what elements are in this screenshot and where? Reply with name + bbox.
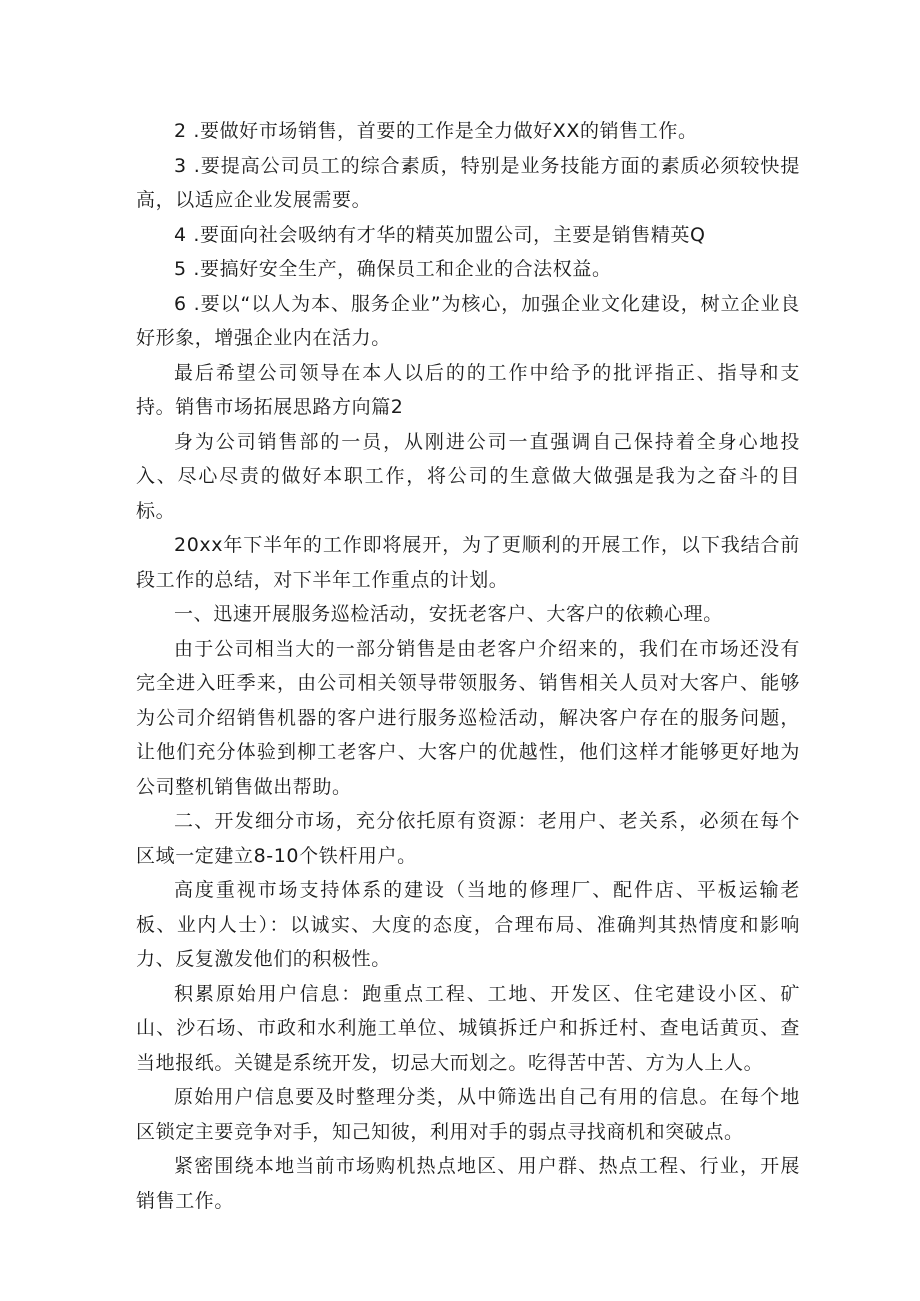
paragraph-item-6: 6 .要以“以人为本、服务企业”为核心，加强企业文化建设，树立企业良好形象，增强企业内在活力。 <box>136 292 800 349</box>
paragraph-info-sorting: 原始用户信息要及时整理分类，从中筛选出自己有用的信息。在每个地区锁定主要竞争对手，知己知彼，利用对手的弱点寻找商机和突破点。 <box>136 1086 800 1143</box>
paragraph-plan: 20xx年下半年的工作即将展开，为了更顺利的开展工作，以下我结合前段工作的总结，对下半年工作重点的计划。 <box>136 534 800 591</box>
paragraph-user-info: 积累原始用户信息：跑重点工程、工地、开发区、住宅建设小区、矿山、沙石场、市政和水利施工单位、城镇拆迁户和拆迁村、查电话黄页、查当地报纸。关键是系统开发，切忌大而划之。吃得苦中苦、方为人上人。 <box>136 982 800 1074</box>
paragraph-item-3: 3 .要提高公司员工的综合素质，特别是业务技能方面的素质必须较快提高，以适应企业发展需要。 <box>136 154 800 211</box>
paragraph-item-2: 2 .要做好市场销售，首要的工作是全力做好XX的销售工作。 <box>174 120 698 142</box>
paragraph-hotspots: 紧密围绕本地当前市场购机热点地区、用户群、热点工程、行业，开展销售工作。 <box>136 1155 800 1212</box>
paragraph-section-1-body: 由于公司相当大的一部分销售是由老客户介绍来的，我们在市场还没有完全进入旺季来，由公司相关领导带领服务、销售相关人员对大客户、能够为公司介绍销售机器的客户进行服务巡检活动，解决客户存在的服务问题，让他们充分体验到柳工老客户、大客户的优越性，他们这样才能够更好地为公司整机销售做出帮助。 <box>136 637 800 798</box>
paragraph-closing-and-heading: 最后希望公司领导在本人以后的的工作中给予的批评指正、指导和支持。销售市场拓展思路方向篇2 <box>136 361 800 418</box>
paragraph-item-4: 4 .要面向社会吸纳有才华的精英加盟公司，主要是销售精英Q <box>174 223 706 246</box>
document-body <box>136 114 800 1218</box>
paragraph-support-system: 高度重视市场支持体系的建设（当地的修理厂、配件店、平板运输老板、业内人士）：以诚实、大度的态度，合理布局、准确判其热情度和影响力、反复激发他们的积极性。 <box>136 879 800 970</box>
paragraph-item-5: 5 .要搞好安全生产，确保员工和企业的合法权益。 <box>174 258 612 280</box>
section-heading-2: 二、开发细分市场，充分依托原有资源：老用户、老关系，必须在每个区域一定建立8-10个铁杆用户。 <box>136 810 800 867</box>
section-heading-1: 一、迅速开展服务巡检活动，安抚老客户、大客户的依赖心理。 <box>174 603 723 625</box>
paragraph-intro: 身为公司销售部的一员，从刚进公司一直强调自己保持着全身心地投入、尽心尽责的做好本职工作，将公司的生意做大做强是我为之奋斗的目标。 <box>136 430 800 522</box>
